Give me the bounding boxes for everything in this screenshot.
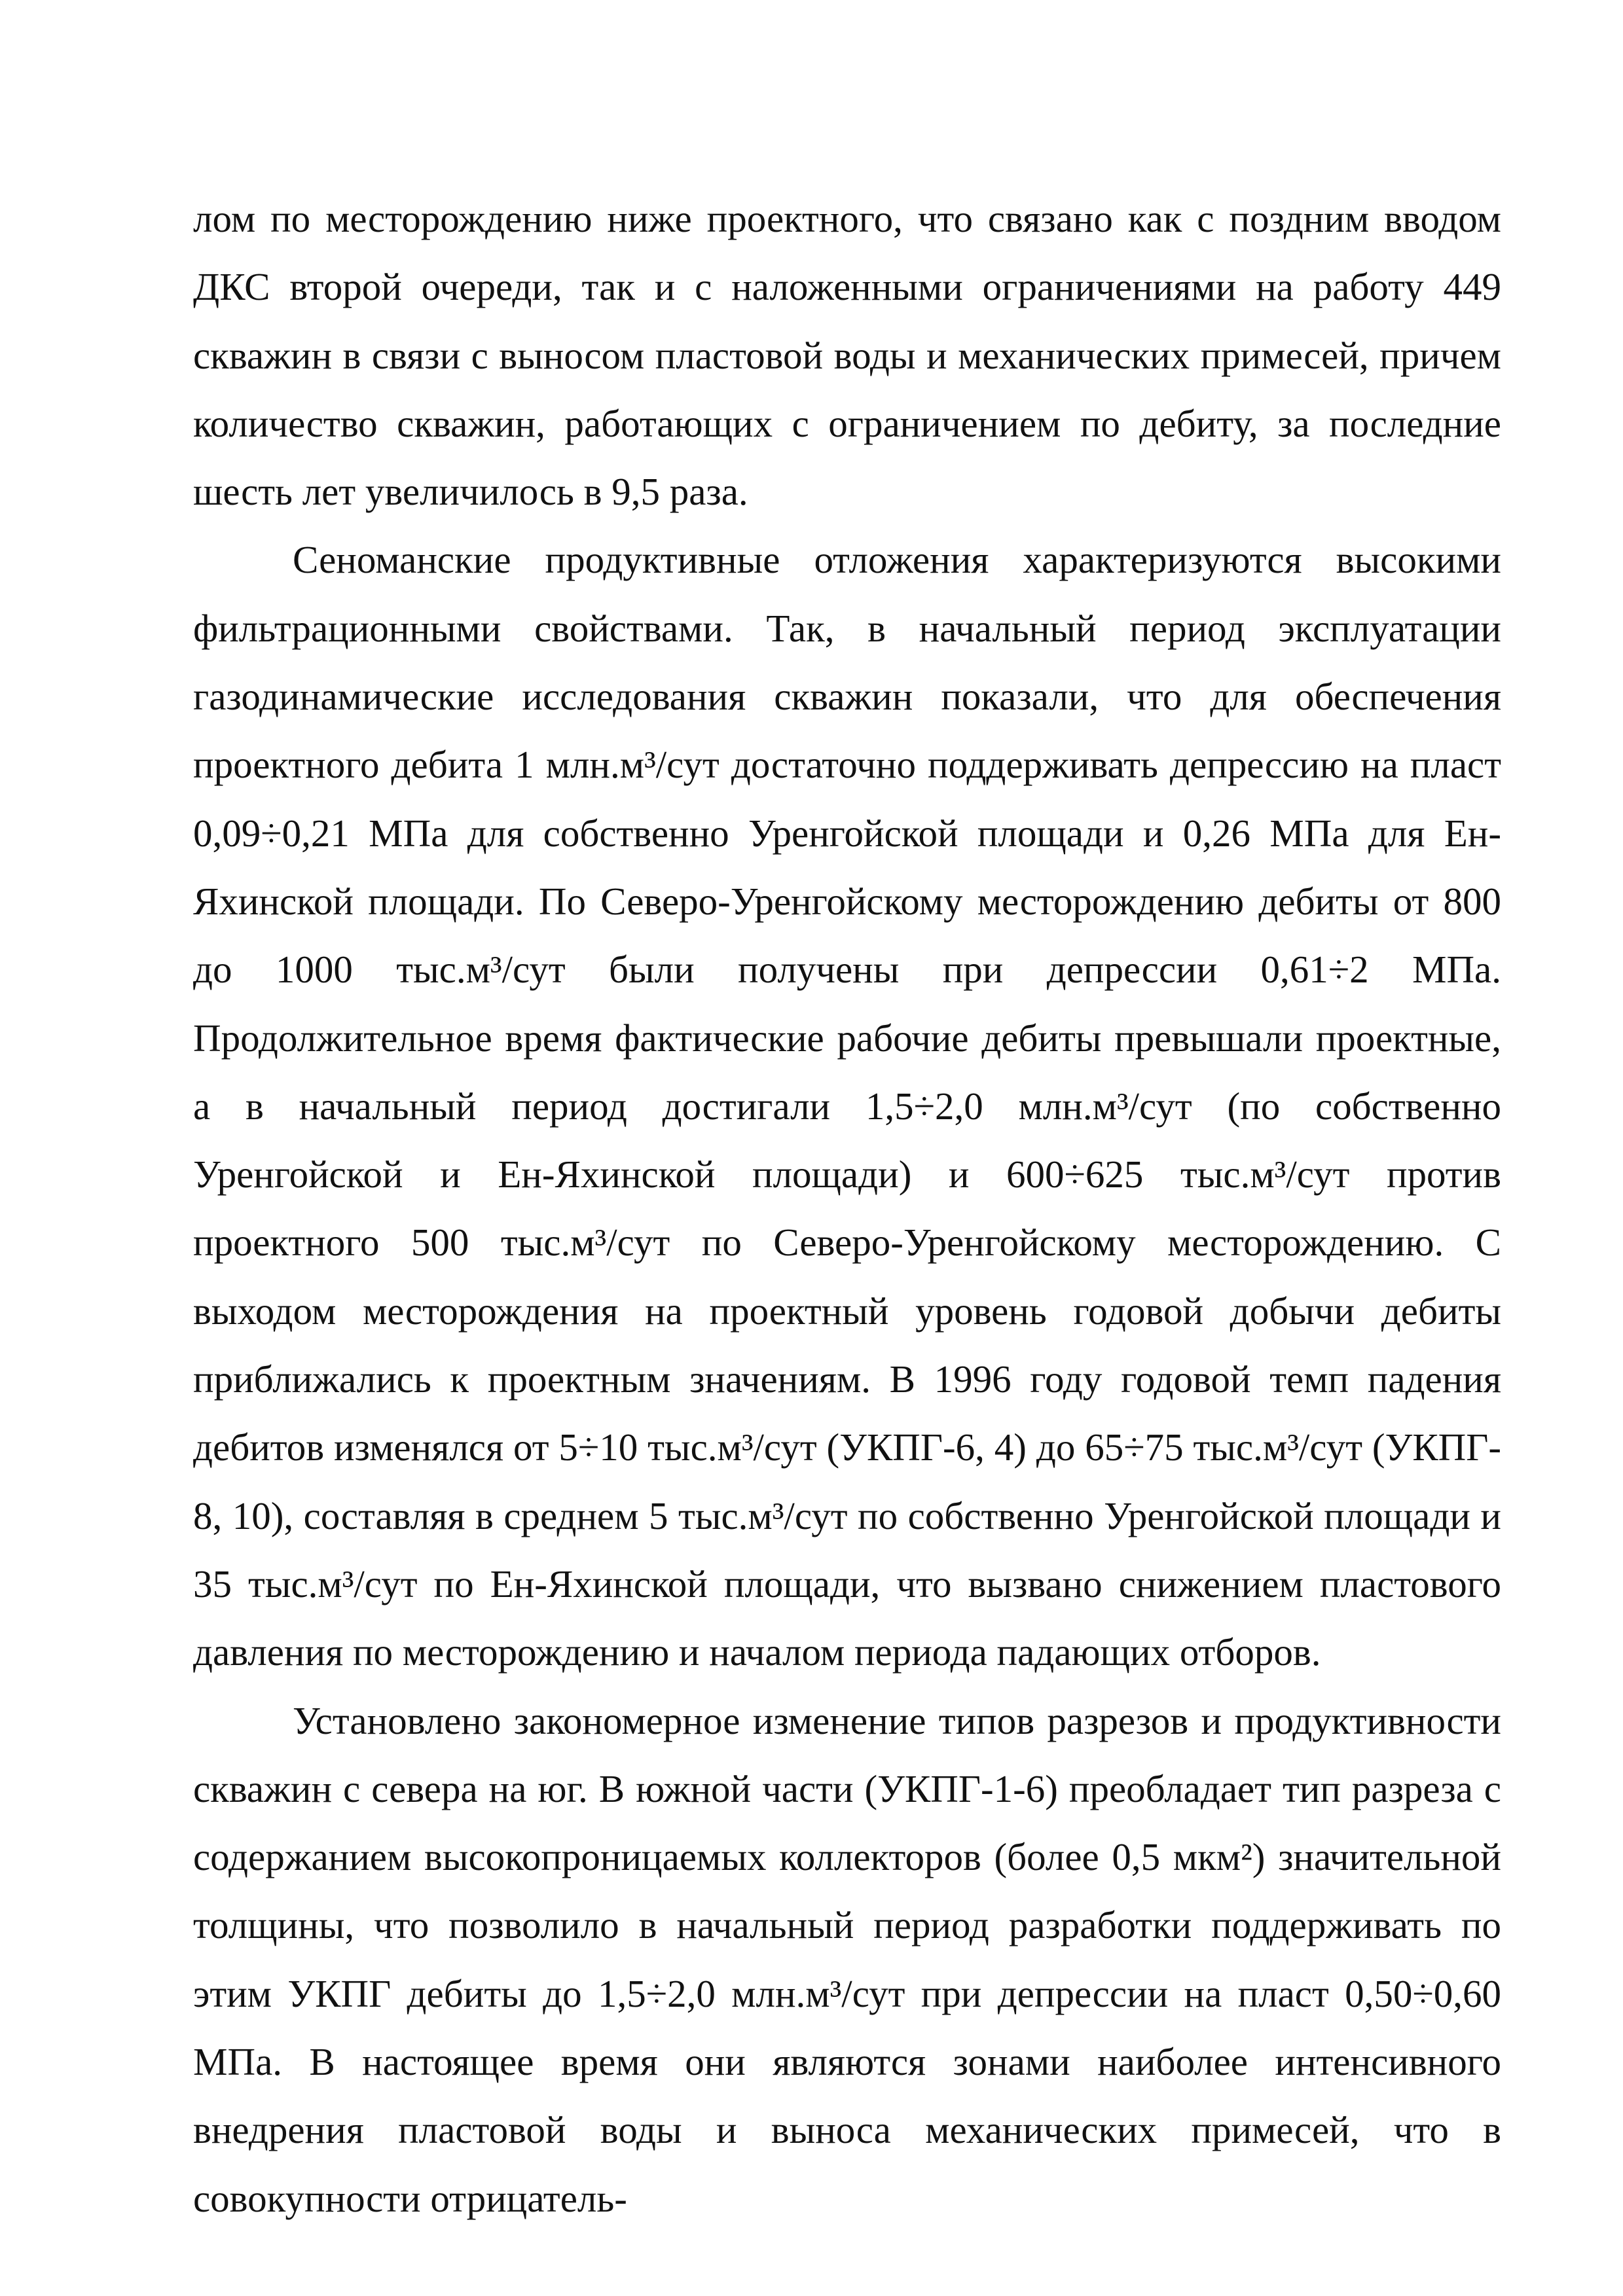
- paragraph-continuation: лом по месторождению ниже проектного, что связано как с поздним вводом ДКС второй очереди, так и с наложенными ограничениями на работу 449 скважин в связи с выносом пластовой воды и механических примесей, причем количество скважин, работающих с ограничением по дебиту, за последние шесть лет увеличилось в 9,5 раза.: [193, 197, 1501, 514]
- paragraph-section-types: Установлено закономерное изменение типов разрезов и продуктивности скважин с севера на юг. В южной части (УКПГ-1-6) преобладает тип разреза с содержанием высокопроницаемых коллекторов (более 0,5 мкм²) значительной толщины, что позволило в начальный период разработки поддерживать по этим УКПГ дебиты до 1,5÷2,0 млн.м³/сут при депрессии на пласт 0,50÷0,60 МПа. В настоящее время они являются зонами наиболее интенсивного внедрения пластовой воды и выноса механических примесей, что в совокупности отрицатель-: [193, 1698, 1501, 2220]
- paragraph-cenomanian-deposits: Сеноманские продуктивные отложения характеризуются высокими фильтрационными свойствами. Так, в начальный период эксплуатации газодинамические исследования скважин показали, что для обеспечения проектного дебита 1 млн.м³/сут достаточно поддерживать депрессию на пласт 0,09÷0,21 МПа для собственно Уренгойской площади и 0,26 МПа для Ен-Яхинской площади. По Северо-Уренгойскому месторождению дебиты от 800 до 1000 тыс.м³/сут были получены при депрессии 0,61÷2 МПа. Продолжительное время фактические рабочие дебиты превышали проектные, а в начальный период достигали 1,5÷2,0 млн.м³/сут (по собственно Уренгойской и Ен-Яхинской площади) и 600÷625 тыс.м³/сут против проектного 500 тыс.м³/сут по Северо-Уренгойскому месторождению. С выходом месторождения на проектный уровень годовой добычи дебиты приближались к проектным значениям. В 1996 году годовой темп падения дебитов изменялся от 5÷10 тыс.м³/сут (УКПГ-6, 4) до 65÷75 тыс.м³/сут (УКПГ- 8, 10), составляя в среднем 5 тыс.м³/сут по собственно Уренгойской площади и 35 тыс.м³/сут по Ен-Яхинской площади, что вызвано снижением пластового давления по месторождению и началом периода падающих отборов.: [193, 538, 1501, 1674]
- body-text: [193, 185, 1501, 2233]
